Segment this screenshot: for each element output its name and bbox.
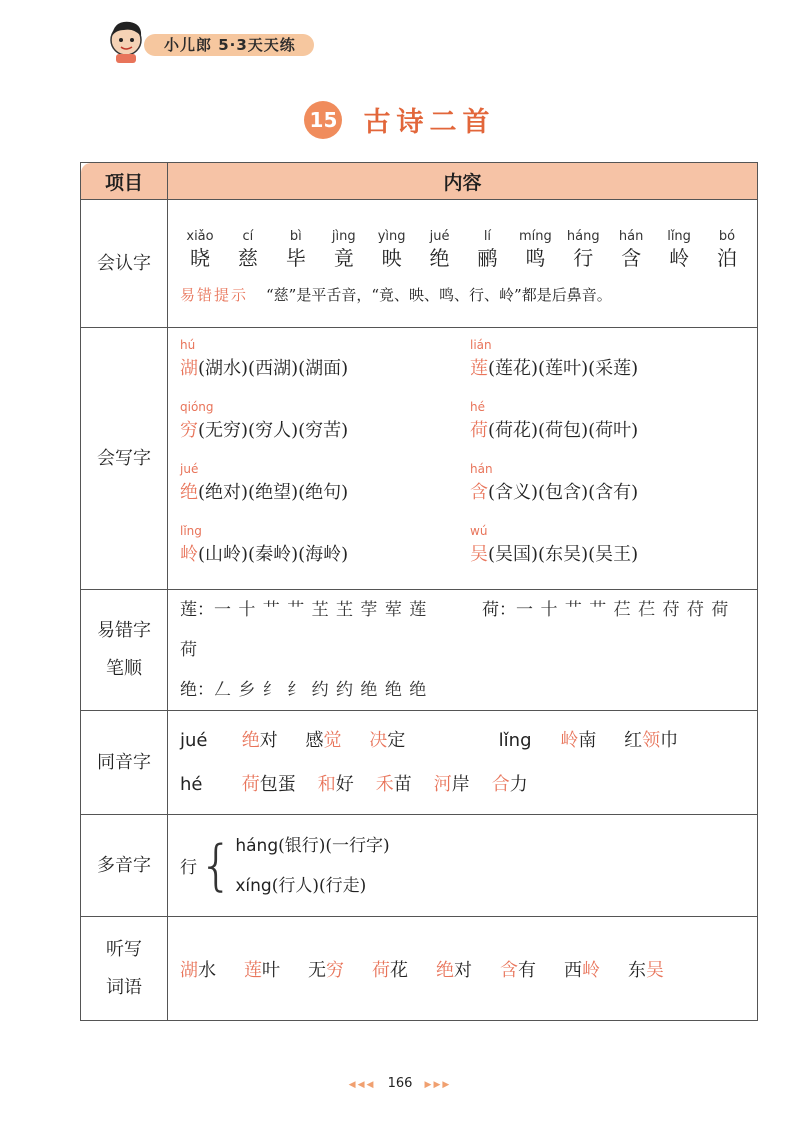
read-char-cell bbox=[372, 229, 412, 272]
row-label-read: 会认字 bbox=[81, 200, 168, 328]
hanzi: 泊 bbox=[716, 245, 737, 270]
dictation-word: 西岭 bbox=[564, 959, 600, 981]
read-char-cell bbox=[467, 229, 507, 272]
hanzi: 鹂 bbox=[477, 245, 498, 270]
row-label-stroke-1: 易错字 bbox=[97, 620, 151, 641]
hanzi: 湖 bbox=[180, 357, 198, 379]
row-label-stroke bbox=[81, 590, 168, 711]
write-char-item bbox=[180, 400, 470, 456]
homophone-word: 决定 bbox=[369, 729, 406, 751]
tip-line bbox=[180, 284, 747, 305]
homophone-word: 禾苗 bbox=[375, 773, 412, 795]
pinyin: jué bbox=[429, 228, 450, 244]
dictation-content bbox=[168, 917, 758, 1021]
pinyin: lí bbox=[483, 228, 492, 244]
hanzi: 鸣 bbox=[525, 245, 546, 270]
row-label-stroke-2: 笔顺 bbox=[106, 658, 142, 679]
tip-label: 易错提示 bbox=[180, 285, 249, 304]
homophone-py-ling: lǐng bbox=[498, 729, 532, 751]
stroke-jue-label: 绝： bbox=[180, 680, 214, 700]
read-char-cell bbox=[228, 229, 268, 272]
stroke-he-seq: 一 十 艹 艹 芢 芢 苻 苻 荷 荷 bbox=[180, 600, 730, 660]
hanzi: 含 bbox=[470, 481, 488, 503]
hanzi: 映 bbox=[381, 245, 402, 270]
write-char-item bbox=[180, 462, 470, 518]
homophone-word: 岭南 bbox=[560, 729, 597, 751]
pinyin: bó bbox=[718, 228, 736, 244]
hanzi: 吴 bbox=[470, 543, 488, 565]
read-char-cell bbox=[659, 229, 699, 272]
dictation-word: 绝对 bbox=[436, 959, 472, 981]
polyphone-reading-2: xíng(行人)(行走) bbox=[235, 875, 367, 896]
dictation-word: 湖水 bbox=[180, 959, 216, 981]
stroke-line-1 bbox=[180, 590, 747, 670]
lesson-heading bbox=[0, 100, 800, 142]
lesson-title: 古诗二首 bbox=[363, 107, 496, 138]
pinyin: míng bbox=[518, 228, 552, 244]
hanzi: 含 bbox=[621, 245, 642, 270]
pinyin: lǐng bbox=[667, 228, 691, 244]
word-list: (无穷)(穷人)(穷苦) bbox=[198, 419, 349, 441]
column-header-content: 内容 bbox=[168, 163, 758, 200]
row-read-chars bbox=[81, 200, 758, 328]
homophone-word: 绝对 bbox=[241, 729, 278, 751]
read-char-cell bbox=[180, 229, 220, 272]
brace-icon: { bbox=[199, 833, 234, 897]
read-char-cell bbox=[276, 229, 316, 272]
homophone-word: 合力 bbox=[491, 773, 528, 795]
row-label-dictation-2: 词语 bbox=[106, 976, 142, 998]
polyphone-content bbox=[168, 815, 758, 917]
hanzi: 莲 bbox=[470, 357, 488, 379]
left-arrows-icon: ◀◀◀ bbox=[348, 1080, 376, 1090]
polyphone-readings bbox=[235, 826, 389, 906]
stroke-jue-seq: 𠃋 乡 纟 纟 约 约 绝 绝 绝 bbox=[214, 680, 428, 700]
hanzi: 绝 bbox=[429, 245, 450, 270]
column-header-item: 项目 bbox=[81, 163, 168, 200]
hanzi: 慈 bbox=[237, 245, 258, 270]
stroke-line-2 bbox=[180, 670, 747, 710]
homophone-word: 和好 bbox=[317, 773, 354, 795]
pinyin: lǐng bbox=[180, 523, 202, 538]
right-arrows-icon: ▶▶▶ bbox=[424, 1080, 452, 1090]
row-label-homophone: 同音字 bbox=[81, 711, 168, 815]
row-write-chars bbox=[81, 328, 758, 590]
row-stroke-order bbox=[81, 590, 758, 711]
pinyin: jué bbox=[180, 461, 199, 476]
word-list: (荷花)(荷包)(荷叶) bbox=[488, 419, 639, 441]
polyphone-reading-1: háng(银行)(一行字) bbox=[235, 835, 390, 856]
polyphone-block bbox=[180, 826, 747, 906]
brand-text: 小儿郎 5·3天天练 bbox=[164, 36, 296, 54]
homophone-word: 红领巾 bbox=[624, 729, 679, 751]
dictation-words bbox=[180, 956, 747, 982]
pinyin: qióng bbox=[180, 399, 214, 414]
stroke-he-label: 荷： bbox=[482, 600, 517, 620]
word-list: (含义)(包含)(含有) bbox=[488, 481, 639, 503]
write-char-item bbox=[470, 400, 760, 456]
row-homophones bbox=[81, 711, 758, 815]
row-dictation bbox=[81, 917, 758, 1021]
dictation-word: 荷花 bbox=[372, 959, 408, 981]
pinyin: xiǎo bbox=[186, 228, 214, 244]
hanzi: 行 bbox=[573, 245, 594, 270]
homophone-word: 感觉 bbox=[305, 729, 342, 751]
dictation-word: 东吴 bbox=[628, 959, 664, 981]
row-label-dictation-1: 听写 bbox=[106, 938, 142, 960]
page-number: 166 bbox=[387, 1076, 413, 1091]
homophone-word: 荷包蛋 bbox=[241, 773, 296, 795]
polyphone-char: 行 bbox=[180, 858, 197, 878]
word-list: (绝对)(绝望)(绝句) bbox=[198, 481, 349, 503]
write-grid bbox=[180, 338, 747, 580]
write-char-item bbox=[470, 524, 760, 580]
stroke-content bbox=[168, 590, 758, 711]
write-char-item bbox=[180, 524, 470, 580]
stroke-lian-label: 莲： bbox=[180, 600, 214, 620]
pinyin: yìng bbox=[377, 228, 406, 244]
hanzi: 岭 bbox=[669, 245, 690, 270]
pinyin: hán bbox=[618, 228, 644, 244]
word-list: (山岭)(秦岭)(海岭) bbox=[198, 543, 349, 565]
homophone-line-1 bbox=[180, 719, 747, 763]
word-list: (莲花)(莲叶)(采莲) bbox=[488, 357, 639, 379]
row-polyphones bbox=[81, 815, 758, 917]
word-list: (湖水)(西湖)(湖面) bbox=[198, 357, 349, 379]
homophone-line-2 bbox=[180, 763, 747, 807]
read-char-cell bbox=[515, 229, 555, 272]
read-char-list bbox=[180, 229, 747, 272]
row-label-write: 会写字 bbox=[81, 328, 168, 590]
homophone-py-jue: jué bbox=[180, 729, 208, 751]
pinyin: hé bbox=[470, 399, 485, 414]
dictation-word: 莲叶 bbox=[244, 959, 280, 981]
write-char-item bbox=[470, 338, 760, 394]
pinyin: bì bbox=[289, 228, 302, 244]
read-char-cell bbox=[707, 229, 747, 272]
study-table bbox=[80, 162, 758, 1021]
read-char-cell bbox=[324, 229, 364, 272]
dictation-word: 无穷 bbox=[308, 959, 344, 981]
write-char-item bbox=[180, 338, 470, 394]
read-char-cell bbox=[420, 229, 460, 272]
lesson-number: 15 bbox=[304, 101, 342, 139]
pinyin: lián bbox=[470, 337, 492, 352]
read-content bbox=[168, 200, 758, 328]
hanzi: 绝 bbox=[180, 481, 198, 503]
pinyin: cí bbox=[242, 228, 254, 244]
pinyin: hú bbox=[180, 337, 196, 352]
pinyin: wú bbox=[470, 523, 488, 538]
hanzi: 毕 bbox=[285, 245, 306, 270]
hanzi: 穷 bbox=[180, 419, 198, 441]
read-char-cell bbox=[611, 229, 651, 272]
homophone-word: 河岸 bbox=[433, 773, 470, 795]
hanzi: 竟 bbox=[333, 245, 354, 270]
table-header-row bbox=[81, 163, 758, 200]
homophone-content bbox=[168, 711, 758, 815]
homophone-py-he: hé bbox=[180, 773, 203, 795]
write-content bbox=[168, 328, 758, 590]
page-footer bbox=[0, 1076, 800, 1091]
hanzi: 岭 bbox=[180, 543, 198, 565]
hanzi: 晓 bbox=[190, 245, 210, 270]
write-char-item bbox=[470, 462, 760, 518]
row-label-dictation bbox=[81, 917, 168, 1021]
pinyin: jìng bbox=[331, 228, 356, 244]
pinyin: hán bbox=[470, 461, 493, 476]
brand-header bbox=[104, 14, 324, 64]
word-list: (吴国)(东吴)(吴王) bbox=[488, 543, 639, 565]
stroke-lian-seq: 一 十 艹 艹 芏 芏 荢 荤 莲 bbox=[214, 600, 428, 620]
dictation-word: 含有 bbox=[500, 959, 536, 981]
read-char-cell bbox=[563, 229, 603, 272]
row-label-polyphone: 多音字 bbox=[81, 815, 168, 917]
pinyin: háng bbox=[566, 228, 600, 244]
hanzi: 荷 bbox=[470, 419, 488, 441]
tip-text: “慈”是平舌音，“竟、映、鸣、行、岭”都是后鼻音。 bbox=[266, 285, 612, 304]
